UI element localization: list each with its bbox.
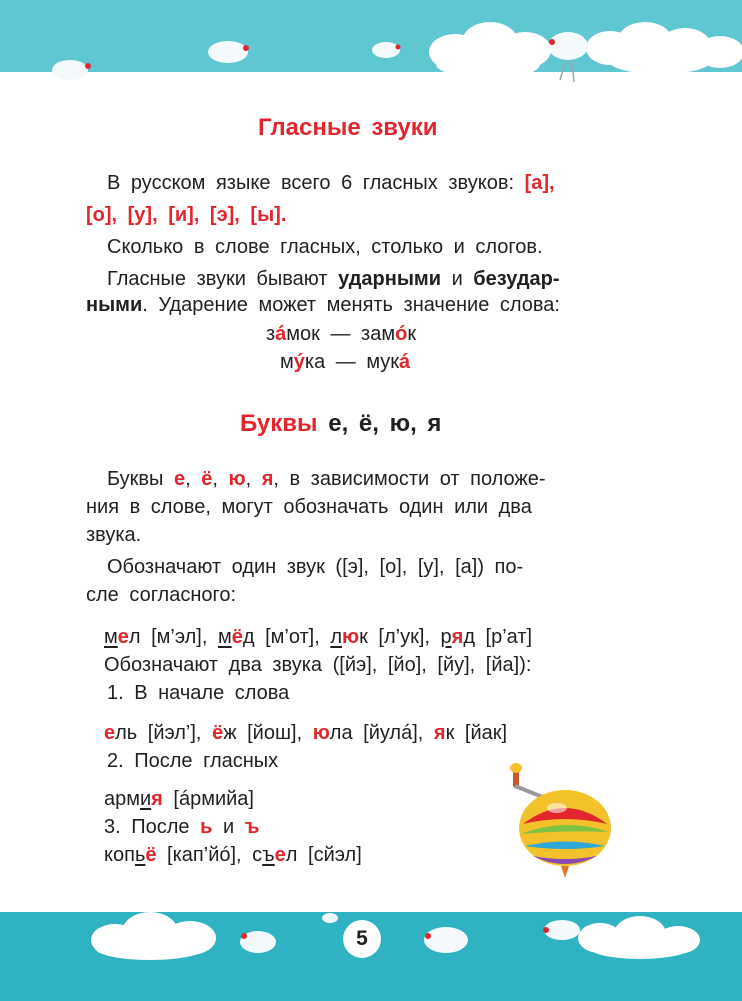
page-number: 5	[343, 920, 381, 958]
after-vowels-example: армия [áрмийа]	[104, 788, 254, 810]
two-sounds-heading: Обозначают два звука ([йэ], [йо], [йу], [йа]):	[104, 654, 532, 676]
paragraph-stress-line2: ными. Ударение может менять значение слова:	[86, 294, 560, 316]
stress-example-muka: мýка — мукá	[280, 351, 411, 373]
after-signs-examples: копьё [кап’йó], съел [сйэл]	[104, 844, 362, 866]
item-after-signs: 3. После ь и ъ	[104, 816, 260, 838]
section-title-letters: Буквы е, ё, ю, я	[240, 410, 442, 437]
item-after-vowels: 2. После гласных	[107, 750, 279, 772]
letters-paragraph-line3: звука.	[86, 524, 142, 546]
one-sound-line2: сле согласного:	[86, 584, 237, 606]
letters-paragraph-line1: Буквы е, ё, ю, я, в зависимости от положе-	[107, 468, 546, 490]
section-title-vowels: Гласные звуки	[258, 114, 438, 141]
word-start-examples: ель [йэл’], ёж [йош], юла [йулá], як [йак]	[104, 722, 508, 744]
paragraph-vowel-count: В русском языке всего 6 гласных звуков: [а],	[107, 172, 555, 194]
one-sound-line1: Обозначают один звук ([э], [о], [у], [а]) по-	[107, 556, 524, 578]
stress-example-zamok: зáмок — замóк	[266, 323, 417, 345]
item-word-start: 1. В начале слова	[107, 682, 290, 704]
paragraph-stress-line1: Гласные звуки бывают ударными и безудар-	[107, 268, 560, 290]
vowel-sounds-list: [о], [у], [и], [э], [ы].	[86, 204, 287, 226]
letters-paragraph-line2: ния в слове, могут обозначать один или два	[86, 496, 532, 518]
one-sound-examples: мел [м’эл], мёд [м’от], люк [л’ук], ряд [р’ат]	[104, 626, 533, 648]
paragraph-syllables: Сколько в слове гласных, столько и слогов.	[107, 236, 543, 258]
